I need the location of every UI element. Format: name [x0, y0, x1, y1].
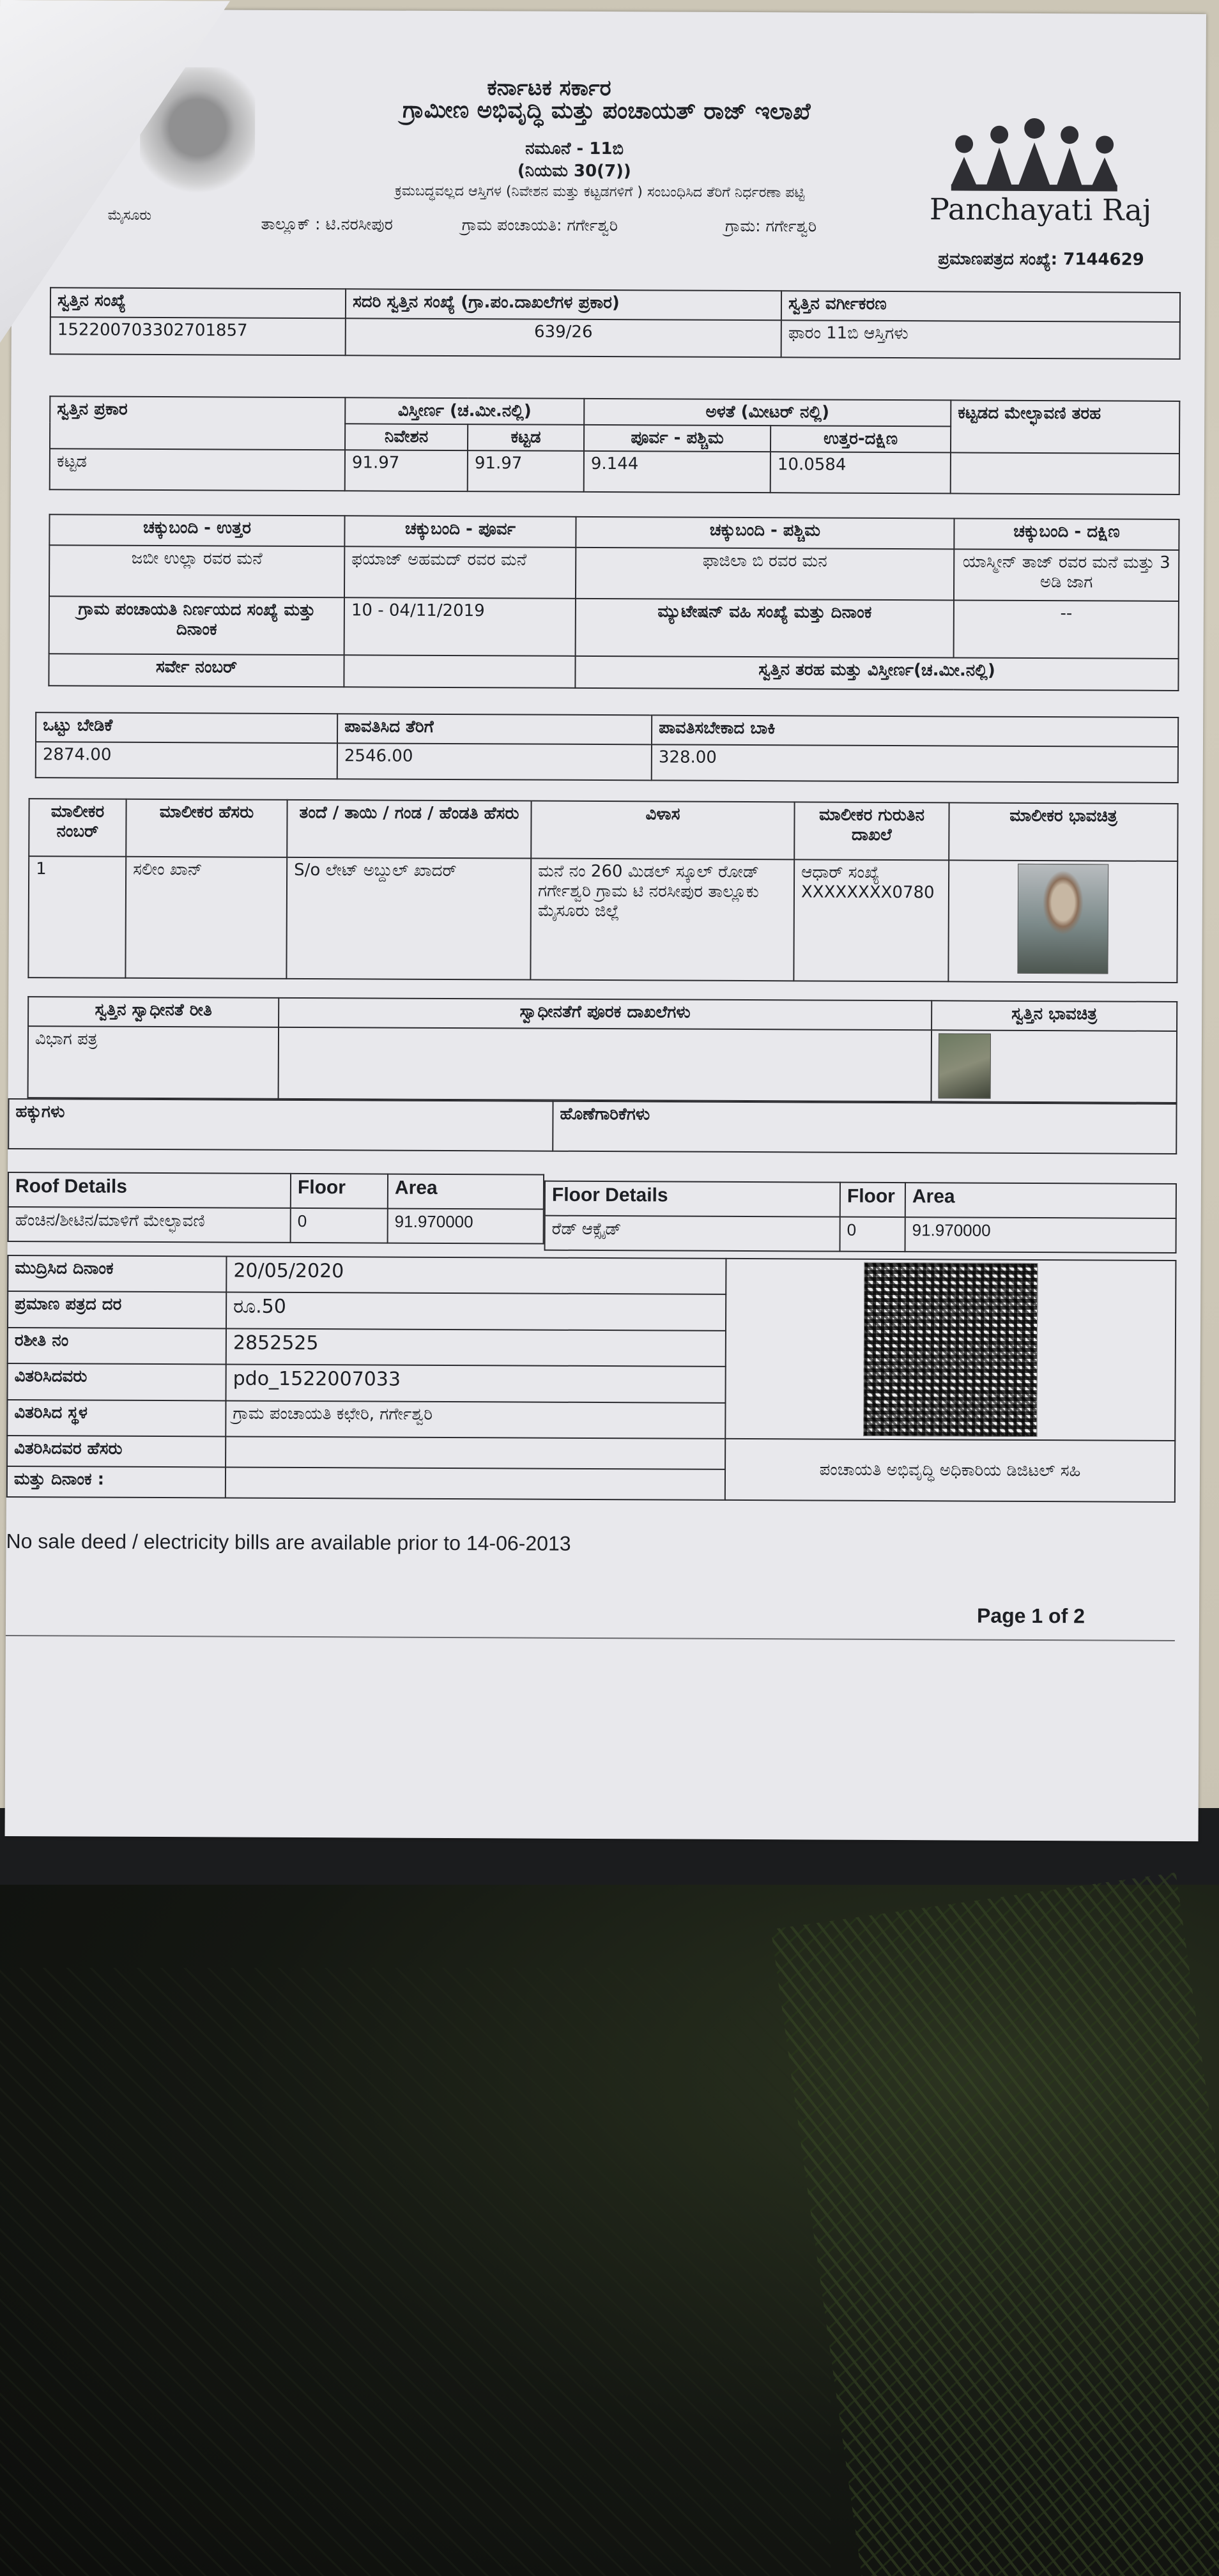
roof-area-value: 91.970000 — [388, 1209, 544, 1244]
panchayati-raj-brand: Panchayati Raj — [929, 192, 1152, 227]
taluk-label: ತಾಲ್ಲೂಕ್ : ಟಿ.ನರಸೀಪುರ — [261, 214, 393, 234]
certificate-fee-value: ರೂ.50 — [226, 1292, 726, 1331]
owner-number-value: 1 — [28, 856, 126, 978]
property-class-value: ಫಾರಂ 11ಬಿ ಆಸ್ತಿಗಳು — [781, 320, 1180, 359]
balance-due-value: 328.00 — [652, 744, 1178, 783]
owner-number-header: ಮಾಲೀಕರ ನಂಬರ್ — [29, 799, 126, 857]
tax-table — [35, 712, 1179, 783]
digital-signature: ಪಂಚಾಯತಿ ಅಭಿವೃದ್ಧಿ ಅಧಿಕಾರಿಯ ಡಿಜಿಟಲ್ ಸಹಿ — [725, 1439, 1175, 1502]
property-id-value: 152200703302701857 — [50, 317, 346, 355]
owner-parent-value: S/o ಲೇಟ್ ಅಬ್ದುಲ್ ಖಾದರ್ — [286, 857, 531, 980]
roof-details-table — [8, 1172, 544, 1245]
owner-photo-cell — [948, 860, 1177, 983]
east-boundary-value: ಫಯಾಜ್ ಅಹಮದ್ ರವರ ಮನೆ — [344, 546, 576, 599]
resolution-label: ಗ್ರಾಮ ಪಂಚಾಯತಿ ನಿರ್ಣಯದ ಸಂಖ್ಯೆ ಮತ್ತು ದಿನಾಂಕ — [49, 596, 344, 655]
rights-table — [8, 1098, 1177, 1154]
site-label: ನಿವೇಶನ — [345, 424, 468, 450]
mutation-label: ಮ್ಯುಟೇಷನ್ ವಹಿ ಸಂಖ್ಯೆ ಮತ್ತು ದಿನಾಂಕ — [576, 599, 954, 658]
area-label: ವಿಸ್ತೀರ್ಣ (ಚ.ಮೀ.ನಲ್ಲಿ) — [345, 397, 584, 425]
liabilities-label: ಹೊಣೆಗಾರಿಕೆಗಳು — [553, 1101, 1176, 1154]
property-type-label: ಸ್ವತ್ತಿನ ಪ್ರಕಾರ — [50, 396, 345, 450]
page-number: Page 1 of 2 — [976, 1604, 1085, 1628]
ownership-docs-value — [279, 1027, 931, 1101]
qr-code — [863, 1262, 1038, 1437]
footer-divider — [6, 1635, 1175, 1641]
north-boundary-value: ಜಬೀ ಉಲ್ಲಾ ರವರ ಮನೆ — [49, 545, 344, 597]
north-south-label: ಉತ್ತರ-ದಕ್ಷಿಣ — [770, 425, 951, 452]
property-id-label: ಸ್ವತ್ತಿನ ಸಂಖ್ಯೆ — [50, 288, 346, 318]
district-label: ಮೈಸೂರು — [107, 207, 152, 224]
owner-id-type: ಆಧಾರ್ ಸಂಖ್ಯೆ — [801, 862, 880, 882]
floor-floor-header: Floor — [840, 1183, 905, 1217]
east-west-value: 9.144 — [584, 451, 770, 493]
property-photo-label: ಸ್ವತ್ತಿನ ಭಾವಚಿತ್ರ — [931, 1000, 1177, 1031]
rule-number: (ನಿಯಮ 30(7)) — [517, 161, 631, 181]
print-date-value: 20/05/2020 — [226, 1256, 726, 1294]
floor-area-header: Area — [905, 1183, 1176, 1218]
owner-address-header: ವಿಳಾಸ — [531, 801, 794, 860]
balance-due-label: ಪಾವತಿಸಬೇಕಾದ ಬಾಕಿ — [652, 715, 1178, 747]
sign-date-label: ಮತ್ತು ದಿನಾಂಕ : — [7, 1466, 226, 1498]
floor-details-header: Floor Details — [545, 1181, 840, 1217]
owner-photo — [1017, 864, 1108, 974]
panchayat-property-id-label: ಸದರಿ ಸ್ವತ್ತಿನ ಸಂಖ್ಯೆ (ಗ್ರಾ.ಪಂ.ದಾಖಲೆಗಳ ಪ್ರಕಾರ) — [346, 289, 781, 320]
roof-area-header: Area — [388, 1174, 544, 1209]
ownership-mode-value: ವಿಭಾಗ ಪತ್ರ — [28, 1026, 279, 1099]
issue-place-value: ಗ್ರಾಮ ಪಂಚಾಯತಿ ಕಛೇರಿ, ಗರ್ಗೇಶ್ವರಿ — [226, 1400, 725, 1439]
boundaries-table — [48, 514, 1179, 691]
south-boundary-value: ಯಾಸ್ಮೀನ್ ತಾಜ್ ರವರ ಮನೆ ಮತ್ತು 3 ಅಡಿ ಜಾಗ — [954, 549, 1179, 601]
form-number: ನಮೂನೆ - 11ಬಿ — [525, 139, 624, 159]
roof-floor-value: 0 — [291, 1208, 388, 1243]
roof-details-header: Roof Details — [8, 1172, 291, 1208]
owner-id-value — [793, 859, 949, 981]
fabric-pattern — [0, 1968, 831, 2576]
document-subtitle: ಕ್ರಮಬದ್ಧವಲ್ಲದ ಆಸ್ತಿಗಳ (ನಿವೇಶನ ಮತ್ತು ಕಟ್ಟಡಗಳಿಗೆ ) ಸಂಬಂಧಿಸಿದ ತೆರಿಗೆ ನಿರ್ಧರಣಾ ಪಟ್ಟಿ — [395, 183, 805, 201]
property-nature-label: ಸ್ವತ್ತಿನ ತರಹ ಮತ್ತು ವಿಸ್ತೀರ್ಣ(ಚ.ಮೀ.ನಲ್ಲಿ) — [575, 656, 1178, 691]
property-type-value: ಕಟ್ಟಡ — [50, 448, 345, 491]
print-date-label: ಮುದ್ರಿಸಿದ ದಿನಾಂಕ — [8, 1255, 226, 1292]
roof-floor-header: Floor — [291, 1174, 388, 1209]
floor-type-cell: ರೆಡ್ ಆಕ್ಸೈಡ್ — [545, 1216, 840, 1252]
panchayati-raj-logo-icon — [939, 109, 1131, 205]
property-photo-cell — [931, 1030, 1177, 1103]
east-boundary-label: ಚಕ್ಕುಬಂದಿ - ಪೂರ್ವ — [344, 516, 576, 548]
table-row — [28, 856, 1177, 983]
owner-photo-header: ಮಾಲೀಕರ ಭಾವಚಿತ್ರ — [949, 802, 1177, 861]
receipt-number-value: 2852525 — [226, 1328, 726, 1367]
floor-floor-value: 0 — [840, 1217, 905, 1252]
property-photo — [939, 1033, 991, 1098]
south-boundary-label: ಚಕ್ಕುಬಂದಿ - ದಕ್ಷಿಣ — [954, 518, 1179, 550]
certificate-page — [5, 9, 1206, 1841]
roof-type-value — [951, 452, 1179, 494]
owner-name-header: ಮಾಲೀಕರ ಹೆಸರು — [126, 799, 287, 857]
panchayat-property-id-value: 639/26 — [346, 318, 781, 357]
building-label: ಕಟ್ಟಡ — [468, 424, 584, 451]
total-demand-label: ಒಟ್ಟು ಬೇಡಿಕೆ — [36, 712, 337, 743]
tax-paid-label: ಪಾವತಿಸಿದ ತೆರಿಗೆ — [337, 714, 652, 744]
owner-address-value: ಮನೆ ನಂ 260 ಮಿಡಲ್ ಸ್ಕೂಲ್ ರೋಡ್ ಗರ್ಗೇಶ್ವರಿ ಗ್ರಾಮ ಟಿ ನರಸೀಪುರ ತಾಲ್ಲೂಕು ಮೈಸೂರು ಜಿಲ್ಲೆ — [530, 859, 794, 981]
north-boundary-label: ಚಕ್ಕುಬಂದಿ - ಉತ್ತರ — [49, 514, 344, 546]
certificate-fee-label: ಪ್ರಮಾಣ ಪತ್ರದ ದರ — [8, 1291, 226, 1328]
roof-type-cell: ಹೆಂಚಿನ/ಶೀಟಿನ/ಮಾಳಿಗೆ ಮೇಲ್ಛಾವಣಿ — [8, 1207, 291, 1243]
tax-paid-value: 2546.00 — [337, 743, 652, 780]
issue-place-label: ವಿತರಿಸಿದ ಸ್ಥಳ — [7, 1400, 226, 1437]
issuer-label: ವಿತರಿಸಿದವರು — [8, 1363, 226, 1400]
resolution-value: 10 - 04/11/2019 — [344, 597, 576, 656]
owner-aadhaar-number: XXXXXXXX0780 — [801, 882, 935, 903]
fabric-print — [771, 1873, 1219, 2576]
east-west-label: ಪೂರ್ವ - ಪಶ್ಚಿಮ — [584, 425, 770, 452]
sign-date-value — [226, 1467, 725, 1499]
ownership-mode-label: ಸ್ವತ್ತಿನ ಸ್ವಾಧೀನತೆ ರೀತಿ — [28, 997, 279, 1027]
background-fabric — [0, 1808, 1219, 2576]
floor-details-table — [544, 1181, 1177, 1254]
north-south-value: 10.0584 — [770, 452, 951, 493]
issue-details-table — [6, 1255, 1177, 1503]
owner-name-value: ಸಲೀಂ ಖಾನ್ — [125, 857, 287, 979]
west-boundary-value: ಫಾಜಿಲಾ ಬಿ ರವರ ಮನ — [576, 548, 954, 601]
ownership-table — [27, 996, 1178, 1103]
certificate-number: ಪ್ರಮಾಣಪತ್ರದ ಸಂಖ್ಯೆ: 7144629 — [938, 249, 1144, 270]
issuer-name-label: ವಿತರಿಸಿದವರ ಹೆಸರು — [7, 1436, 226, 1467]
owner-parent-header: ತಂದೆ / ತಾಯಿ / ಗಂಡ / ಹೆಂಡತಿ ಹೆಸರು — [287, 800, 531, 859]
receipt-number-label: ರಶೀತಿ ನಂ — [8, 1328, 226, 1365]
gram-panchayat-label: ಗ್ರಾಮ ಪಂಚಾಯತಿ: ಗರ್ಗೇಶ್ವರಿ — [461, 215, 618, 235]
survey-number-value — [344, 655, 575, 688]
rights-label: ಹಕ್ಕುಗಳು — [8, 1099, 553, 1151]
property-class-label: ಸ್ವತ್ತಿನ ವರ್ಗೀಕರಣ — [781, 291, 1180, 322]
site-area-value: 91.97 — [345, 450, 468, 491]
issuer-name-value — [226, 1436, 725, 1469]
west-boundary-label: ಚಕ್ಕುಬಂದಿ - ಪಶ್ಚಿಮ — [576, 517, 954, 549]
ownership-docs-label: ಸ್ವಾಧೀನತೆಗೆ ಪೂರಕ ದಾಖಲೆಗಳು — [279, 998, 931, 1030]
total-demand-value: 2874.00 — [36, 742, 337, 779]
qr-cell — [725, 1259, 1176, 1441]
footer-note: No sale deed / electricity bills are available prior to 14-06-2013 — [6, 1529, 571, 1555]
owner-table — [27, 798, 1178, 983]
issuer-value: pdo_1522007033 — [226, 1365, 725, 1403]
village-label: ಗ್ರಾಮ: ಗರ್ಗೇಶ್ವರಿ — [724, 216, 817, 236]
government-title: ಕರ್ನಾಟಕ ಸರ್ಕಾರ — [487, 75, 611, 102]
floor-area-value: 91.970000 — [905, 1217, 1176, 1253]
property-details-table — [50, 287, 1181, 360]
survey-number-label: ಸರ್ವೇ ನಂಬರ್ — [49, 654, 344, 687]
area-dimensions-table — [49, 395, 1181, 495]
department-title: ಗ್ರಾಮೀಣ ಅಭಿವೃದ್ಧಿ ಮತ್ತು ಪಂಚಾಯತ್ ರಾಜ್ ಇಲಾಖೆ — [402, 96, 811, 125]
mutation-value: -- — [954, 600, 1179, 659]
owner-id-header: ಮಾಲೀಕರ ಗುರುತಿನ ದಾಖಲೆ — [794, 802, 949, 860]
building-area-value: 91.97 — [468, 450, 584, 492]
roof-type-label: ಕಟ್ಟಡದ ಮೇಲ್ಛಾವಣಿ ತರಹ — [951, 400, 1179, 454]
dimensions-label: ಅಳತೆ (ಮೀಟರ್ ನಲ್ಲಿ) — [584, 399, 951, 427]
